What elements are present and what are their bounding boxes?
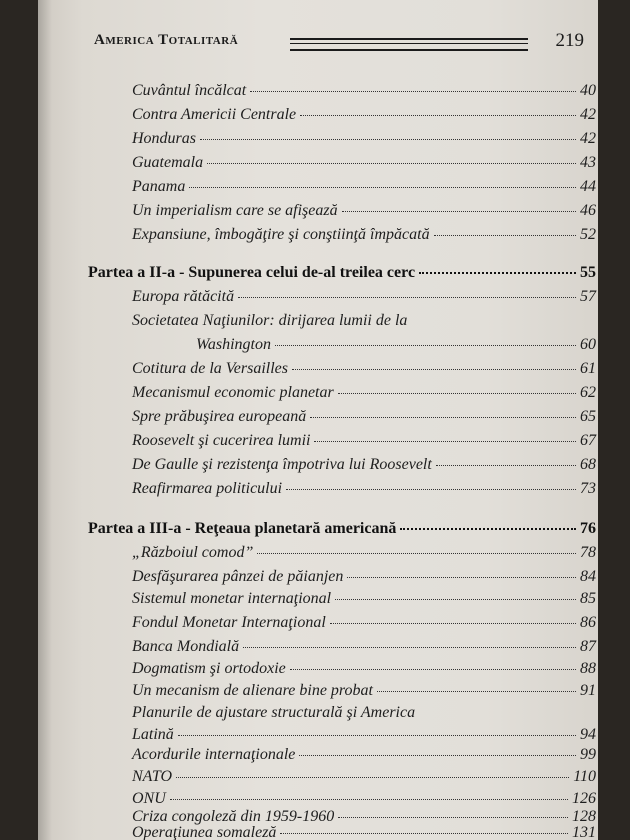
dot-leader xyxy=(330,623,576,624)
page-gutter-shadow xyxy=(38,0,52,840)
part-heading xyxy=(88,264,596,282)
dot-leader xyxy=(250,91,576,92)
toc-entry-page: 73 xyxy=(580,480,596,497)
toc-entry-title: Societatea Naţiunilor: dirijarea lumii de la xyxy=(132,312,408,329)
toc-entry xyxy=(132,746,596,764)
header-rule xyxy=(290,38,528,51)
toc-entry-page: 86 xyxy=(580,614,596,631)
toc-entry-title: Desfăşurarea pânzei de păianjen xyxy=(132,568,344,585)
dot-leader xyxy=(238,297,576,298)
toc-entry-page: 67 xyxy=(580,432,596,449)
toc-entry-page: 99 xyxy=(580,746,596,763)
toc-entry xyxy=(132,432,596,450)
dot-leader xyxy=(342,211,576,212)
part-heading xyxy=(88,520,596,538)
toc-entry-title: Europa rătăcită xyxy=(132,288,235,305)
toc-entry xyxy=(132,726,596,744)
toc-entry xyxy=(132,456,596,474)
toc-entry-page: 126 xyxy=(572,790,596,807)
toc-entry xyxy=(132,544,596,562)
toc-entry-page: 61 xyxy=(580,360,596,377)
toc-entry-title: Acordurile internaţionale xyxy=(132,746,296,763)
part-title: Partea a II-a - Supunerea celui de-al treilea cerc xyxy=(88,264,416,281)
toc-entry xyxy=(132,790,596,808)
toc-entry-page: 110 xyxy=(573,768,596,785)
toc-entry-title: Planurile de ajustare structurală şi America xyxy=(132,704,416,721)
toc-entry-page: 128 xyxy=(572,808,596,825)
toc-entry-title: Cuvântul încălcat xyxy=(132,82,247,99)
toc-entry-page: 131 xyxy=(572,824,596,840)
toc-entry xyxy=(132,638,596,656)
dot-leader xyxy=(419,272,576,274)
toc-entry-title: Guatemala xyxy=(132,154,204,171)
toc-entry-continuation: Latină xyxy=(132,726,174,743)
toc-entry-page: 43 xyxy=(580,154,596,171)
toc-entry-page: 42 xyxy=(580,106,596,123)
running-title: America Totalitară xyxy=(94,32,239,48)
toc-entry-title: Panama xyxy=(132,178,186,195)
toc-entry xyxy=(132,130,596,148)
toc-entry-title: De Gaulle şi rezistenţa împotriva lui Roosevelt xyxy=(132,456,432,473)
toc-entry-page: 65 xyxy=(580,408,596,425)
toc-entry-title: Un imperialism care se afişează xyxy=(132,202,338,219)
dot-leader xyxy=(299,755,576,756)
page-number: 219 xyxy=(555,30,584,51)
toc-entry-title: Operaţiunea somaleză xyxy=(132,824,277,840)
toc-entry-title: Fondul Monetar Internaţional xyxy=(132,614,326,631)
toc-entry xyxy=(132,660,596,678)
toc-entry-continuation: Washington xyxy=(196,336,271,353)
toc-entry xyxy=(132,106,596,124)
dot-leader xyxy=(400,528,576,530)
toc-entry xyxy=(132,768,596,786)
toc-entry-title: ONU xyxy=(132,790,166,807)
toc-entry-page: 88 xyxy=(580,660,596,677)
toc-entry-title: Criza congoleză din 1959-1960 xyxy=(132,808,335,825)
toc-entry-page: 40 xyxy=(580,82,596,99)
toc-entry-page: 78 xyxy=(580,544,596,561)
toc-entry xyxy=(132,408,596,426)
toc-entry xyxy=(132,154,596,172)
toc-entry-page: 46 xyxy=(580,202,596,219)
toc-entry-title: Expansiune, îmbogăţire şi conştiinţă împăcată xyxy=(132,226,430,243)
toc-entry xyxy=(196,336,596,354)
page-header xyxy=(94,30,584,58)
toc-entry-title: Honduras xyxy=(132,130,197,147)
toc-entry-title: Sistemul monetar internaţional xyxy=(132,590,332,607)
dot-leader xyxy=(310,417,576,418)
dot-leader xyxy=(176,777,569,778)
toc-entry-page: 42 xyxy=(580,130,596,147)
dot-leader xyxy=(257,553,576,554)
toc-entry-title: Spre prăbuşirea europeană xyxy=(132,408,307,425)
toc-entry-title: Banca Mondială xyxy=(132,638,240,655)
toc-entry xyxy=(132,824,596,840)
dot-leader xyxy=(243,647,576,648)
toc-entry-title: Reafirmarea politicului xyxy=(132,480,283,497)
toc-entry xyxy=(132,682,596,700)
toc-entry-page: 68 xyxy=(580,456,596,473)
dot-leader xyxy=(338,393,576,394)
dot-leader xyxy=(300,115,576,116)
dot-leader xyxy=(377,691,576,692)
toc-entry-page: 87 xyxy=(580,638,596,655)
dot-leader xyxy=(178,735,576,736)
toc-entry-title: Contra Americii Centrale xyxy=(132,106,297,123)
toc-entry-page: 85 xyxy=(580,590,596,607)
dot-leader xyxy=(338,817,568,818)
book-page xyxy=(38,0,598,840)
toc-entry xyxy=(132,360,596,378)
toc-entry xyxy=(132,384,596,402)
toc-entry xyxy=(132,178,596,196)
toc-entry-page: 52 xyxy=(580,226,596,243)
toc-entry-page: 62 xyxy=(580,384,596,401)
part-page: 55 xyxy=(580,264,596,281)
toc-entry-title: Cotitura de la Versailles xyxy=(132,360,288,377)
toc-entry xyxy=(132,288,596,306)
toc-entry xyxy=(132,614,596,632)
dot-leader xyxy=(189,187,576,188)
toc-entry-page: 91 xyxy=(580,682,596,699)
dot-leader xyxy=(436,465,576,466)
dot-leader xyxy=(200,139,576,140)
dot-leader xyxy=(335,599,576,600)
dot-leader xyxy=(314,441,576,442)
dot-leader xyxy=(290,669,576,670)
toc-entry xyxy=(132,480,596,498)
toc-entry-page: 44 xyxy=(580,178,596,195)
toc-entry-title: Un mecanism de alienare bine probat xyxy=(132,682,373,699)
toc-entry-page: 60 xyxy=(580,336,596,353)
dot-leader xyxy=(347,577,576,578)
dot-leader xyxy=(434,235,576,236)
dot-leader xyxy=(275,345,576,346)
toc-entry xyxy=(132,82,596,100)
toc-entry-page: 84 xyxy=(580,568,596,585)
toc-entry-page: 94 xyxy=(580,726,596,743)
toc-entry-page: 57 xyxy=(580,288,596,305)
dot-leader xyxy=(207,163,576,164)
toc-entry xyxy=(132,590,596,608)
part-title: Partea a III-a - Reţeaua planetară americană xyxy=(88,520,397,537)
toc-entry xyxy=(132,568,596,586)
dot-leader xyxy=(286,489,576,490)
toc-entry-title: Dogmatism şi ortodoxie xyxy=(132,660,286,677)
part-page: 76 xyxy=(580,520,596,537)
toc-entry xyxy=(132,226,596,244)
toc-entry-title: Roosevelt şi cucerirea lumii xyxy=(132,432,311,449)
dot-leader xyxy=(292,369,576,370)
toc-entry-title: Mecanismul economic planetar xyxy=(132,384,334,401)
dot-leader xyxy=(170,799,568,800)
toc-entry-title: „Războiul comod” xyxy=(132,544,254,561)
toc-entry xyxy=(132,202,596,220)
dot-leader xyxy=(280,833,568,834)
toc-entry-title: NATO xyxy=(132,768,173,785)
